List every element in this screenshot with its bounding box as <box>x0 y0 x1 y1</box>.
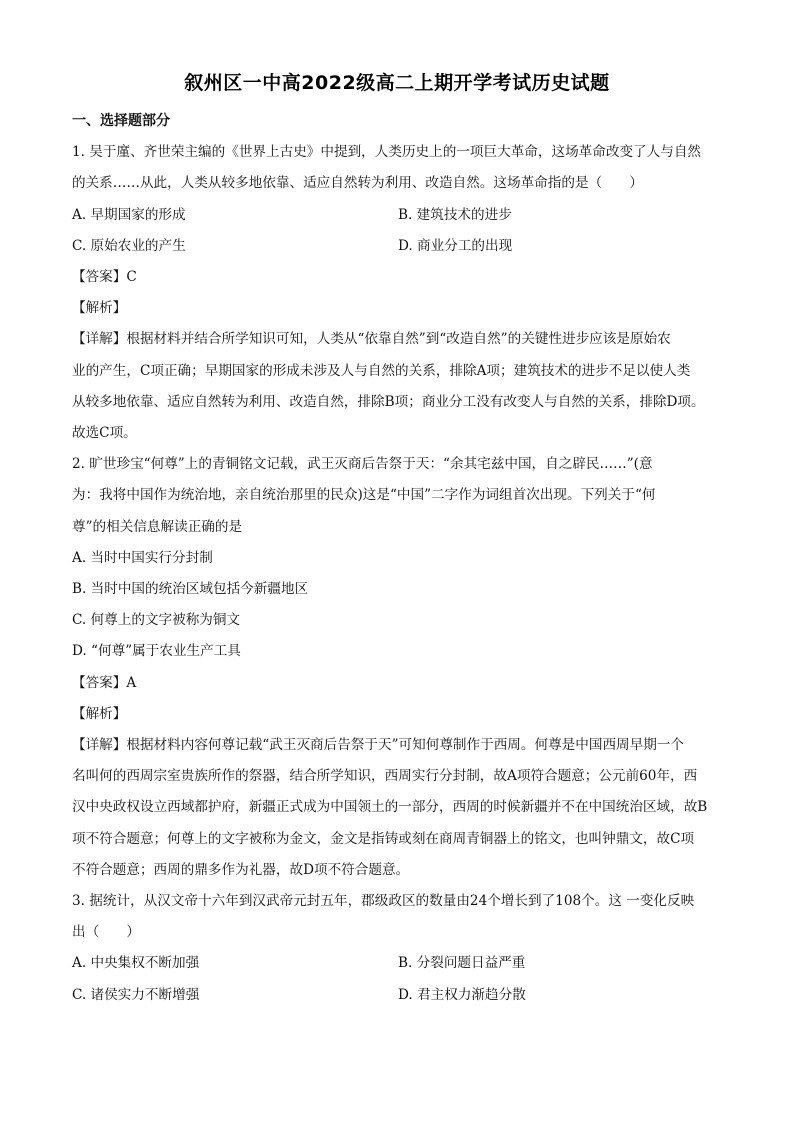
question-1-option-c: C. 原始农业的产生 <box>72 237 186 254</box>
question-1-detail-line: 故选C项。 <box>72 425 137 442</box>
question-2-detail-line: 项不符合题意；何尊上的文字被称为金文，金文是指铸或刻在商周青铜器上的铭文，也叫钟鼎文，故C项 <box>72 830 695 847</box>
section-heading: 一、选择题部分 <box>72 113 170 129</box>
question-3-option-a: A. 中央集权不断加强 <box>72 955 200 972</box>
question-1-option-a: A. 早期国家的形成 <box>72 206 186 223</box>
question-2-stem-line: 为：我将中国作为统治地，亲自统治那里的民众)这是“中国”二字作为词组首次出现。下列关于“何 <box>72 487 656 504</box>
question-2-answer: 【答案】A <box>72 674 137 691</box>
question-1-stem-line: 的关系……从此，人类从较多地依靠、适应自然转为利用、改造自然。这场革命指的是（ ） <box>72 175 643 192</box>
question-2-detail-line: 不符合题意；西周的鼎多作为礼器，故D项不符合题意。 <box>72 861 410 878</box>
question-2-detail-line: 【详解】根据材料内容何尊记载“武王灭商后告祭于天”可知何尊制作于西周。何尊是中国西周早期一个 <box>72 737 685 754</box>
question-2-option-c: C. 何尊上的文字被称为铜文 <box>72 612 241 629</box>
question-2-stem-line: 2. 旷世珍宝“何尊”上的青铜铭文记载，武王灭商后告祭于天：“余其宅兹中国，自之辟民……”(意 <box>72 456 653 473</box>
exam-content <box>72 106 732 1011</box>
question-3 <box>72 886 732 1011</box>
question-3-option-c: C. 诸侯实力不断增强 <box>72 986 200 1003</box>
question-3-option-d: D. 君主权力渐趋分散 <box>398 986 526 1003</box>
question-2-stem-line: 尊”的相关信息解读正确的是 <box>72 518 243 535</box>
question-1-options-row <box>72 231 732 262</box>
question-2-detail-line: 汉中央政权设立西域都护府，新疆正式成为中国领土的一部分，西周的时候新疆并不在中国统治区域，故B <box>72 799 708 816</box>
question-2 <box>72 449 732 886</box>
page-title: 叙州区一中高2022级高二上期开学考试历史试题 <box>184 72 610 94</box>
question-1-detail-line: 业的产生，C项正确；早期国家的形成未涉及人与自然的关系，排除A项；建筑技术的进步不足以使人类 <box>72 362 691 379</box>
question-1-stem-line: 1. 吴于廑、齐世荣主编的《世界上古史》中提到，人类历史上的一项巨大革命，这场革命改变了人与自然 <box>72 144 702 161</box>
question-3-options-row <box>72 980 732 1011</box>
question-3-stem-line: 3. 据统计，从汉文帝十六年到汉武帝元封五年，郡级政区的数量由24个增长到了108个。这 一变化反映 <box>72 893 695 910</box>
question-1-detail-line: 【详解】根据材料并结合所学知识可知，人类从“依靠自然”到“改造自然”的关键性进步应该是原始农 <box>72 331 671 348</box>
question-2-analysis-label: 【解析】 <box>72 705 127 722</box>
question-3-option-b: B. 分裂问题日益严重 <box>398 955 526 972</box>
question-1-option-d: D. 商业分工的出现 <box>398 237 513 254</box>
question-1-answer: 【答案】C <box>72 269 137 286</box>
question-2-option-d: D. “何尊”属于农业生产工具 <box>72 643 241 660</box>
question-1 <box>72 137 732 449</box>
question-2-option-b: B. 当时中国的统治区域包括今新疆地区 <box>72 581 309 598</box>
question-3-stem-line: 出（ ） <box>72 924 140 941</box>
question-3-options-row <box>72 948 732 979</box>
question-1-detail-line: 从较多地依靠、适应自然转为利用、改造自然，排除B项；商业分工没有改变人与自然的关系，排除D项。 <box>72 393 705 410</box>
question-1-option-b: B. 建筑技术的进步 <box>398 206 512 223</box>
question-2-detail-line: 名叫何的西周宗室贵族所作的祭器，结合所学知识，西周实行分封制，故A项符合题意；公元前60年，西 <box>72 768 698 785</box>
question-2-option-a: A. 当时中国实行分封制 <box>72 549 213 566</box>
question-1-analysis-label: 【解析】 <box>72 300 127 317</box>
question-1-options-row <box>72 200 732 231</box>
